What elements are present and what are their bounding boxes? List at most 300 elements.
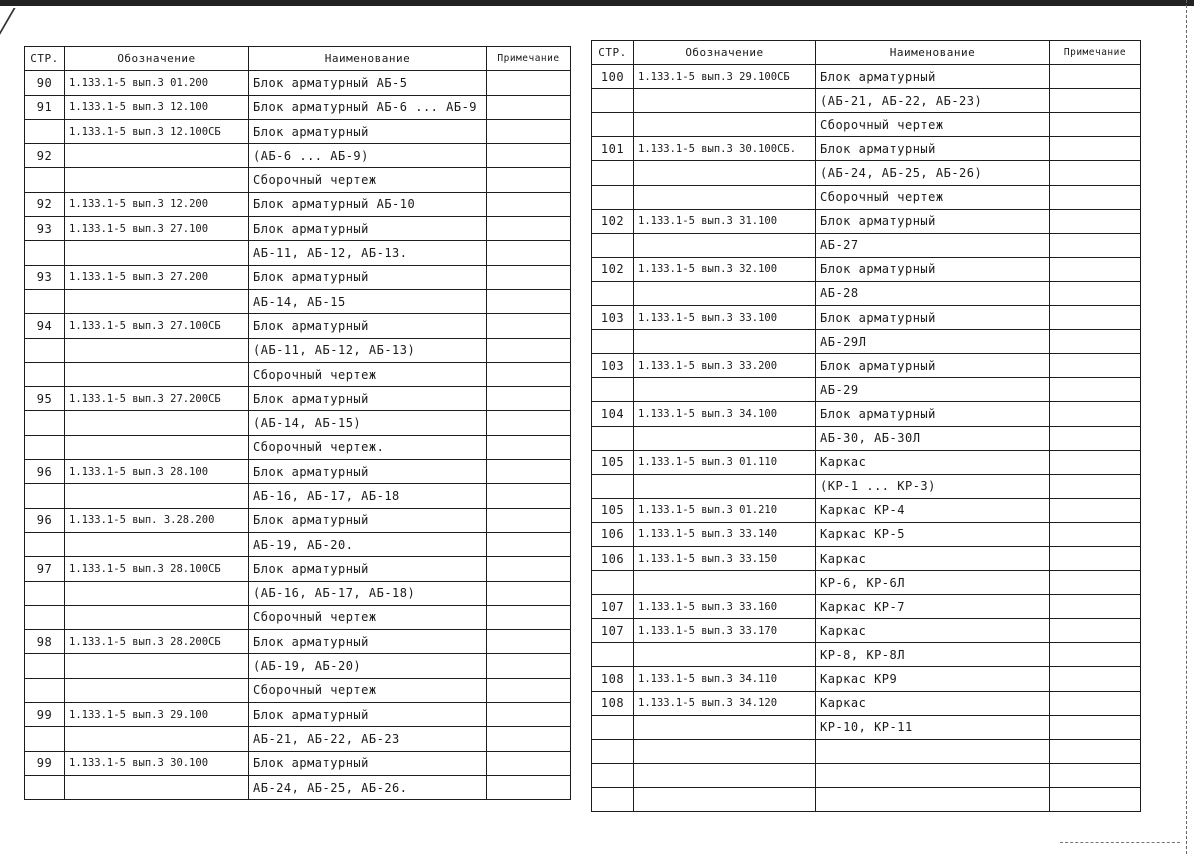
note-cell — [487, 362, 571, 386]
designation-cell — [65, 605, 249, 629]
right-edge-dashes — [1186, 0, 1189, 854]
table-row — [25, 314, 571, 338]
name-cell: АБ-29 — [816, 378, 1050, 402]
designation-cell — [65, 532, 249, 556]
table-row — [25, 435, 571, 459]
page-cell: 105 — [592, 498, 634, 522]
header-name: Наименование — [249, 47, 487, 71]
name-cell: АБ-21, АБ-22, АБ-23 — [249, 727, 487, 751]
page-cell — [592, 763, 634, 787]
designation-cell: 1.133.1-5 вып.3 33.140 — [634, 522, 816, 546]
table-row — [592, 691, 1141, 715]
page-cell — [25, 581, 65, 605]
table-row — [592, 354, 1141, 378]
table-row — [25, 775, 571, 799]
note-cell — [1050, 546, 1141, 570]
page-cell: 106 — [592, 522, 634, 546]
page-cell — [25, 411, 65, 435]
page-cell — [25, 678, 65, 702]
table-row — [592, 306, 1141, 330]
page-cell: 105 — [592, 450, 634, 474]
name-cell: (АБ-19, АБ-20) — [249, 654, 487, 678]
header-page: СТР. — [592, 41, 634, 65]
note-cell — [487, 314, 571, 338]
page-cell: 107 — [592, 619, 634, 643]
right-table-body — [592, 65, 1141, 812]
note-cell — [1050, 787, 1141, 811]
note-cell — [1050, 715, 1141, 739]
page-cell — [25, 289, 65, 313]
page-cell: 99 — [25, 751, 65, 775]
designation-cell: 1.133.1-5 вып.3 28.200СБ — [65, 630, 249, 654]
table-row — [592, 65, 1141, 89]
page-cell — [592, 185, 634, 209]
designation-cell: 1.133.1-5 вып.3 34.120 — [634, 691, 816, 715]
note-cell — [1050, 426, 1141, 450]
name-cell: АБ-30, АБ-30Л — [816, 426, 1050, 450]
page-cell — [592, 715, 634, 739]
designation-cell: 1.133.1-5 вып.3 33.100 — [634, 306, 816, 330]
page-cell: 103 — [592, 306, 634, 330]
page-cell — [592, 161, 634, 185]
page-cell: 94 — [25, 314, 65, 338]
table-row — [592, 281, 1141, 305]
page-cell — [25, 605, 65, 629]
name-cell: Блок арматурный — [816, 354, 1050, 378]
name-cell: Блок арматурный — [249, 119, 487, 143]
designation-cell — [634, 113, 816, 137]
table-row — [592, 209, 1141, 233]
note-cell — [487, 605, 571, 629]
page-cell — [592, 233, 634, 257]
header-designation: Обозначение — [634, 41, 816, 65]
page-cell — [592, 330, 634, 354]
designation-cell: 1.133.1-5 вып.3 29.100 — [65, 703, 249, 727]
name-cell: (АБ-11, АБ-12, АБ-13) — [249, 338, 487, 362]
designation-cell: 1.133.1-5 вып.3 32.100 — [634, 257, 816, 281]
bottom-edge-dashes — [1060, 842, 1180, 843]
table-row — [592, 715, 1141, 739]
note-cell — [487, 654, 571, 678]
note-cell — [487, 265, 571, 289]
page-cell — [25, 484, 65, 508]
note-cell — [1050, 281, 1141, 305]
table-row — [25, 168, 571, 192]
designation-cell — [65, 581, 249, 605]
designation-cell — [634, 763, 816, 787]
note-cell — [1050, 450, 1141, 474]
page-cell: 93 — [25, 217, 65, 241]
note-cell — [1050, 113, 1141, 137]
table-header-row — [25, 47, 571, 71]
name-cell: КР-8, КР-8Л — [816, 643, 1050, 667]
header-name: Наименование — [816, 41, 1050, 65]
page-cell — [592, 426, 634, 450]
note-cell — [487, 71, 571, 95]
table-row — [25, 484, 571, 508]
table-row — [592, 546, 1141, 570]
table-row — [592, 185, 1141, 209]
name-cell: Блок арматурный АБ-5 — [249, 71, 487, 95]
page-cell — [592, 281, 634, 305]
name-cell: Блок арматурный — [249, 265, 487, 289]
note-cell — [487, 95, 571, 119]
designation-cell — [65, 411, 249, 435]
page-cell: 96 — [25, 460, 65, 484]
table-row — [25, 362, 571, 386]
name-cell: Каркас КР-7 — [816, 595, 1050, 619]
table-row — [592, 595, 1141, 619]
page-cell: 96 — [25, 508, 65, 532]
name-cell: Сборочный чертеж — [816, 185, 1050, 209]
designation-cell: 1.133.1-5 вып.3 27.200СБ — [65, 387, 249, 411]
note-cell — [1050, 763, 1141, 787]
designation-cell — [65, 144, 249, 168]
table-row — [25, 95, 571, 119]
table-header-row — [592, 41, 1141, 65]
designation-cell — [65, 168, 249, 192]
page-cell: 90 — [25, 71, 65, 95]
note-cell — [1050, 522, 1141, 546]
page-cell: 100 — [592, 65, 634, 89]
designation-cell: 1.133.1-5 вып.3 28.100 — [65, 460, 249, 484]
page-cell — [592, 739, 634, 763]
designation-cell — [634, 378, 816, 402]
note-cell — [487, 289, 571, 313]
table-row — [25, 289, 571, 313]
page-cell — [592, 787, 634, 811]
page-cell — [25, 532, 65, 556]
name-cell: Блок арматурный — [249, 217, 487, 241]
designation-cell: 1.133.1-5 вып.3 27.100СБ — [65, 314, 249, 338]
note-cell — [487, 678, 571, 702]
designation-cell: 1.133.1-5 вып.3 27.200 — [65, 265, 249, 289]
name-cell: Каркас — [816, 691, 1050, 715]
name-cell: Сборочный чертеж — [249, 678, 487, 702]
note-cell — [1050, 739, 1141, 763]
designation-cell — [634, 161, 816, 185]
page-cell: 107 — [592, 595, 634, 619]
note-cell — [1050, 330, 1141, 354]
name-cell: (АБ-6 ... АБ-9) — [249, 144, 487, 168]
page-cell — [25, 338, 65, 362]
note-cell — [1050, 571, 1141, 595]
designation-cell — [65, 241, 249, 265]
table-row — [592, 113, 1141, 137]
designation-cell: 1.133.1-5 вып.3 28.100СБ — [65, 557, 249, 581]
page-cell — [592, 89, 634, 113]
note-cell — [487, 630, 571, 654]
name-cell: АБ-11, АБ-12, АБ-13. — [249, 241, 487, 265]
designation-cell: 1.133.1-5 вып.3 34.110 — [634, 667, 816, 691]
table-row — [25, 605, 571, 629]
note-cell — [487, 338, 571, 362]
left-table-body — [25, 71, 571, 800]
table-row — [592, 402, 1141, 426]
name-cell: Блок арматурный — [816, 257, 1050, 281]
table-row — [592, 426, 1141, 450]
designation-cell — [65, 484, 249, 508]
page-cell: 93 — [25, 265, 65, 289]
table-row — [592, 378, 1141, 402]
table-row — [592, 619, 1141, 643]
name-cell: Блок арматурный — [249, 314, 487, 338]
page-cell — [25, 775, 65, 799]
page-cell — [592, 474, 634, 498]
table-row — [25, 241, 571, 265]
note-cell — [487, 532, 571, 556]
table-row — [25, 460, 571, 484]
page-cell — [25, 362, 65, 386]
table-row — [25, 532, 571, 556]
page-cell: 92 — [25, 144, 65, 168]
note-cell — [487, 557, 571, 581]
table-row — [592, 137, 1141, 161]
name-cell: (АБ-14, АБ-15) — [249, 411, 487, 435]
name-cell: Сборочный чертеж — [249, 605, 487, 629]
name-cell: Блок арматурный — [816, 65, 1050, 89]
page-cell — [25, 727, 65, 751]
note-cell — [1050, 667, 1141, 691]
name-cell: Блок арматурный — [249, 460, 487, 484]
name-cell: Каркас — [816, 546, 1050, 570]
name-cell: АБ-28 — [816, 281, 1050, 305]
note-cell — [487, 435, 571, 459]
table-row — [25, 411, 571, 435]
designation-cell — [65, 289, 249, 313]
note-cell — [487, 119, 571, 143]
right-contents-table — [591, 40, 1141, 812]
name-cell: (АБ-16, АБ-17, АБ-18) — [249, 581, 487, 605]
table-row — [25, 678, 571, 702]
page-cell: 108 — [592, 691, 634, 715]
note-cell — [1050, 402, 1141, 426]
designation-cell: 1.133.1-5 вып.3 12.200 — [65, 192, 249, 216]
page-cell: 102 — [592, 257, 634, 281]
header-note: Примечание — [487, 47, 571, 71]
designation-cell — [634, 330, 816, 354]
page-cell: 106 — [592, 546, 634, 570]
note-cell — [487, 581, 571, 605]
note-cell — [1050, 209, 1141, 233]
note-cell — [487, 168, 571, 192]
name-cell: АБ-29Л — [816, 330, 1050, 354]
designation-cell: 1.133.1-5 вып.3 34.100 — [634, 402, 816, 426]
designation-cell — [65, 435, 249, 459]
designation-cell — [65, 362, 249, 386]
note-cell — [1050, 137, 1141, 161]
page-cell: 108 — [592, 667, 634, 691]
designation-cell — [634, 715, 816, 739]
page-cell — [25, 435, 65, 459]
table-row — [592, 571, 1141, 595]
header-designation: Обозначение — [65, 47, 249, 71]
designation-cell: 1.133.1-5 вып.3 12.100СБ — [65, 119, 249, 143]
table-row — [592, 89, 1141, 113]
name-cell: АБ-16, АБ-17, АБ-18 — [249, 484, 487, 508]
name-cell: Каркас КР-4 — [816, 498, 1050, 522]
name-cell: Блок арматурный — [249, 703, 487, 727]
table-row — [592, 763, 1141, 787]
name-cell: Блок арматурный — [816, 402, 1050, 426]
name-cell: Блок арматурный — [249, 387, 487, 411]
table-row — [25, 338, 571, 362]
note-cell — [1050, 498, 1141, 522]
designation-cell — [65, 338, 249, 362]
note-cell — [487, 192, 571, 216]
page-cell — [592, 571, 634, 595]
page-cell: 92 — [25, 192, 65, 216]
note-cell — [487, 217, 571, 241]
table-row — [592, 667, 1141, 691]
name-cell: АБ-14, АБ-15 — [249, 289, 487, 313]
designation-cell — [634, 89, 816, 113]
note-cell — [1050, 185, 1141, 209]
table-row — [592, 643, 1141, 667]
table-row — [25, 727, 571, 751]
table-row — [25, 144, 571, 168]
designation-cell — [634, 643, 816, 667]
table-row — [25, 581, 571, 605]
table-row — [25, 630, 571, 654]
page-cell: 101 — [592, 137, 634, 161]
note-cell — [1050, 595, 1141, 619]
designation-cell: 1.133.1-5 вып.3 12.100 — [65, 95, 249, 119]
left-contents-table — [24, 46, 571, 800]
designation-cell: 1.133.1-5 вып.3 01.110 — [634, 450, 816, 474]
designation-cell — [634, 233, 816, 257]
table-row — [592, 739, 1141, 763]
name-cell: КР-6, КР-6Л — [816, 571, 1050, 595]
name-cell: Каркас КР9 — [816, 667, 1050, 691]
table-row — [592, 498, 1141, 522]
name-cell: КР-10, КР-11 — [816, 715, 1050, 739]
name-cell: Каркас — [816, 450, 1050, 474]
table-row — [592, 233, 1141, 257]
name-cell: Сборочный чертеж — [816, 113, 1050, 137]
page-cell — [25, 241, 65, 265]
page-cell — [592, 113, 634, 137]
table-row — [25, 654, 571, 678]
page-cell: 102 — [592, 209, 634, 233]
name-cell: Сборочный чертеж — [249, 362, 487, 386]
table-row — [25, 192, 571, 216]
name-cell: Сборочный чертеж — [249, 168, 487, 192]
table-row — [592, 522, 1141, 546]
note-cell — [1050, 89, 1141, 113]
note-cell — [1050, 354, 1141, 378]
designation-cell: 1.133.1-5 вып.3 01.200 — [65, 71, 249, 95]
name-cell — [816, 763, 1050, 787]
note-cell — [487, 460, 571, 484]
name-cell: АБ-24, АБ-25, АБ-26. — [249, 775, 487, 799]
name-cell: Каркас — [816, 619, 1050, 643]
designation-cell: 1.133.1-5 вып.3 33.170 — [634, 619, 816, 643]
note-cell — [487, 727, 571, 751]
name-cell: Блок арматурный — [816, 137, 1050, 161]
note-cell — [1050, 306, 1141, 330]
name-cell: АБ-19, АБ-20. — [249, 532, 487, 556]
page-cell — [25, 654, 65, 678]
note-cell — [1050, 65, 1141, 89]
table-row — [592, 257, 1141, 281]
table-row — [25, 387, 571, 411]
table-row — [25, 703, 571, 727]
page-cell — [25, 119, 65, 143]
table-row — [592, 161, 1141, 185]
page-cell: 103 — [592, 354, 634, 378]
designation-cell — [634, 571, 816, 595]
note-cell — [487, 241, 571, 265]
designation-cell: 1.133.1-5 вып.3 31.100 — [634, 209, 816, 233]
table-row — [592, 474, 1141, 498]
name-cell: Блок арматурный — [249, 630, 487, 654]
name-cell: Каркас КР-5 — [816, 522, 1050, 546]
note-cell — [1050, 257, 1141, 281]
designation-cell — [65, 678, 249, 702]
name-cell: (КР-1 ... КР-3) — [816, 474, 1050, 498]
name-cell — [816, 787, 1050, 811]
note-cell — [1050, 619, 1141, 643]
designation-cell: 1.133.1-5 вып.3 30.100 — [65, 751, 249, 775]
name-cell: Сборочный чертеж. — [249, 435, 487, 459]
name-cell: Блок арматурный — [816, 209, 1050, 233]
designation-cell — [634, 281, 816, 305]
designation-cell — [65, 727, 249, 751]
header-page: СТР. — [25, 47, 65, 71]
page-cell: 99 — [25, 703, 65, 727]
note-cell — [1050, 161, 1141, 185]
designation-cell: 1.133.1-5 вып.3 33.200 — [634, 354, 816, 378]
designation-cell: 1.133.1-5 вып.3 27.100 — [65, 217, 249, 241]
name-cell: Блок арматурный — [816, 306, 1050, 330]
name-cell: Блок арматурный АБ-10 — [249, 192, 487, 216]
designation-cell: 1.133.1-5 вып.3 33.150 — [634, 546, 816, 570]
designation-cell — [65, 654, 249, 678]
page-cell: 97 — [25, 557, 65, 581]
note-cell — [1050, 474, 1141, 498]
designation-cell — [634, 426, 816, 450]
designation-cell — [65, 775, 249, 799]
name-cell: Блок арматурный — [249, 557, 487, 581]
header-note: Примечание — [1050, 41, 1141, 65]
designation-cell — [634, 185, 816, 209]
table-row — [25, 508, 571, 532]
note-cell — [487, 751, 571, 775]
designation-cell: 1.133.1-5 вып.3 29.100СБ — [634, 65, 816, 89]
table-row — [25, 217, 571, 241]
page-cell: 104 — [592, 402, 634, 426]
designation-cell — [634, 474, 816, 498]
note-cell — [487, 703, 571, 727]
table-row — [25, 557, 571, 581]
note-cell — [487, 484, 571, 508]
note-cell — [1050, 691, 1141, 715]
page-cell — [25, 168, 65, 192]
note-cell — [487, 508, 571, 532]
name-cell: АБ-27 — [816, 233, 1050, 257]
top-border-strip — [0, 0, 1194, 6]
designation-cell: 1.133.1-5 вып. 3.28.200 — [65, 508, 249, 532]
page-cell: 98 — [25, 630, 65, 654]
note-cell — [487, 411, 571, 435]
designation-cell: 1.133.1-5 вып.3 33.160 — [634, 595, 816, 619]
name-cell: Блок арматурный — [249, 508, 487, 532]
note-cell — [1050, 378, 1141, 402]
designation-cell: 1.133.1-5 вып.3 30.100СБ. — [634, 137, 816, 161]
table-row — [592, 787, 1141, 811]
designation-cell: 1.133.1-5 вып.3 01.210 — [634, 498, 816, 522]
